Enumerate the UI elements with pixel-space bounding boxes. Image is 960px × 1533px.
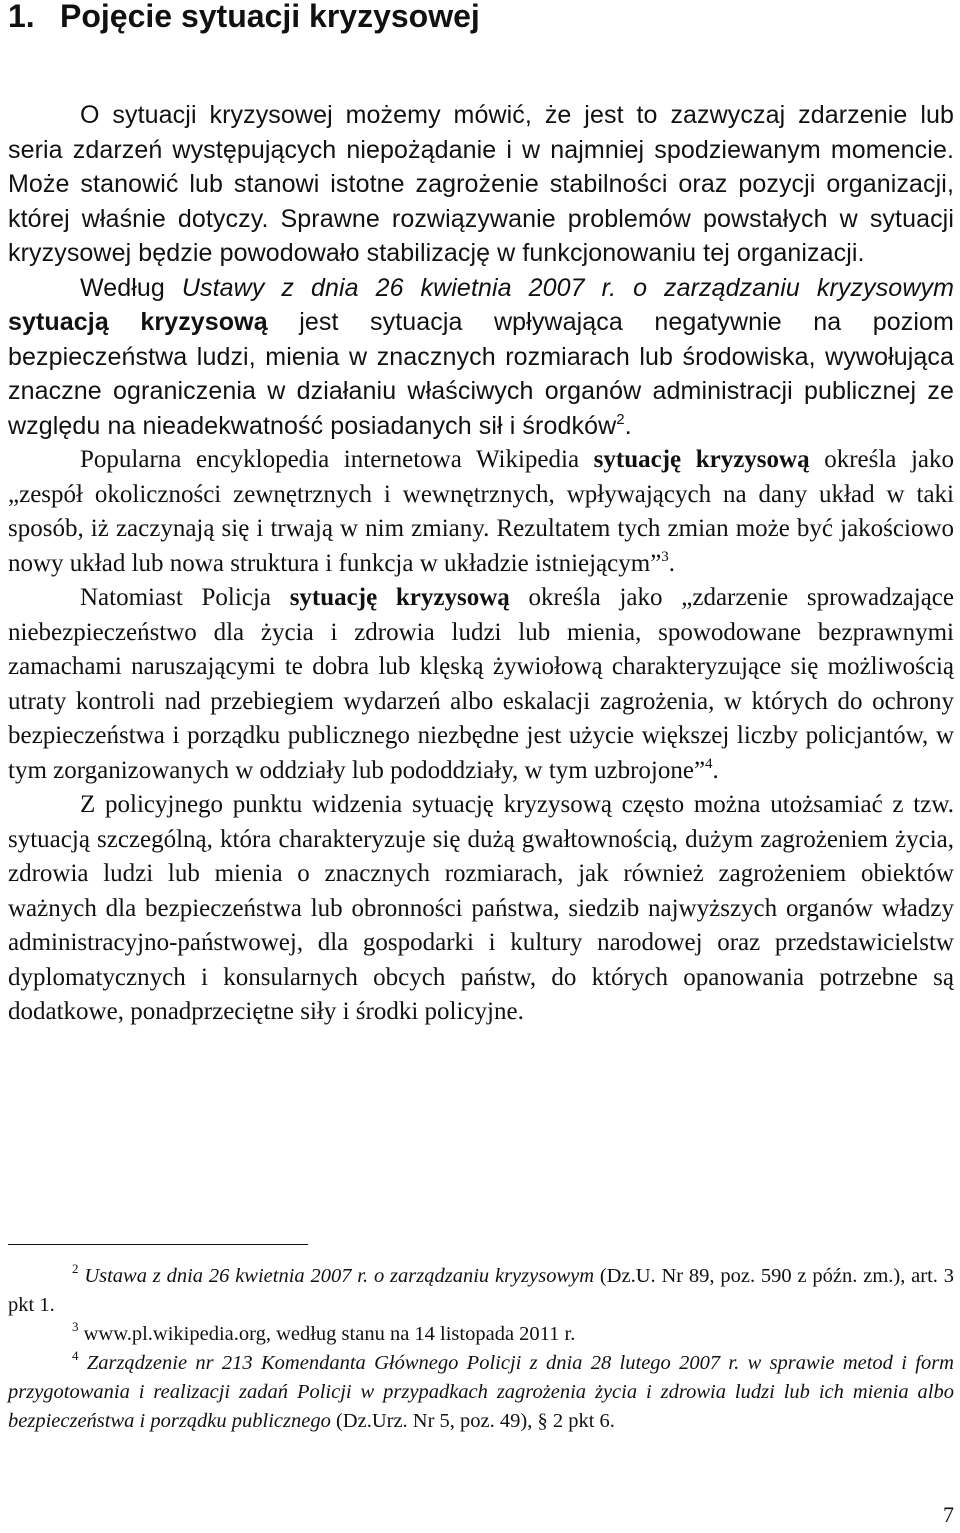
definition-text: jest sytuacja wpływająca negatywnie na poziom bezpieczeństwa ludzi, mienia w znacznych rozmiarach lub środowiska, wywołująca znaczne ograniczenia w działaniu właściwych organów administracji publicznej ze względu na nieadekwatność posiadanych sił i środków <box>8 308 954 440</box>
paragraph-statutory-definition <box>8 271 954 444</box>
footnote-3 <box>8 1320 954 1349</box>
sentence-end: . <box>712 756 719 784</box>
definition-text: określa jako „zespół okoliczności zewnętrznych i wewnętrznych, wpływających na dany układ w taki sposób, iż zaczynają się i trwają w nim zmiany. Rezultatem tych zmian może być jakościowo nowy układ lub nowa struktura i funkcja w układzie istniejącym” <box>8 446 955 577</box>
footnote-source: Zarządzenie nr 213 Komendanta Głównego Policji z dnia 28 lutego 2007 r. w sprawie metod i form przygotowania i realizacji zadań Policji w przypadkach zagrożenia życia i zdrowia ludzi lub ich mienia albo bezpieczeństwa i porządku publicznego <box>8 1352 954 1432</box>
section-title: Pojęcie sytuacji kryzysowej <box>60 0 480 34</box>
footnote-separator <box>8 1244 308 1245</box>
defined-term: sytuację kryzysową <box>593 446 810 473</box>
sentence-end: . <box>624 411 632 440</box>
defined-term: sytuację kryzysową <box>289 584 510 611</box>
section-heading <box>8 0 480 38</box>
paragraph-lead: Natomiast Policja <box>80 584 290 611</box>
law-title: Ustawy z dnia 26 kwietnia 2007 r. o zarządzaniu kryzysowym <box>181 273 954 302</box>
footnote-ref-2: 2 <box>616 410 625 428</box>
paragraph-police-perspective-text: Z policyjnego punktu widzenia sytuację kryzysową często można utożsamiać z tzw. sytuacją szczególną, która charakteryzuje się dużą gwałtownością, dużym zagrożeniem życia, zdrowia ludzi lub mienia o znacznych rozmiarach, jak również zagrożeniem obiektów ważnych dla bezpieczeństwa lub obronności państwa, siedzib najwyższych organów władzy administracyjno-państwowej, dla gospodarki i kultury narodowej oraz przedstawicielstw dyplomatycznych i konsularnych obcych państw, do których opanowania potrzebne są dodatkowe, ponadprzeciętne siły i środki policyjne. <box>8 791 954 1025</box>
paragraph-wikipedia-definition <box>8 443 954 581</box>
footnote-text: www.pl.wikipedia.org, według stanu na 14 listopada 2011 r. <box>83 1323 576 1345</box>
section-number: 1. <box>8 0 35 34</box>
footnote-number: 2 <box>72 1261 79 1276</box>
paragraph-police-perspective <box>8 788 954 1030</box>
footnote-source: Ustawa z dnia 26 kwietnia 2007 r. o zarządzaniu kryzysowym <box>84 1265 595 1287</box>
footnote-2 <box>8 1262 954 1320</box>
paragraph-lead: Według <box>80 273 182 302</box>
paragraph-intro <box>8 98 954 271</box>
paragraph-intro-text: O sytuacji kryzysowej możemy mówić, że jest to zazwyczaj zdarzenie lub seria zdarzeń występujących niepożądanie i w najmniej spodziewanym momencie. Może stanowić lub stanowi istotne zagrożenie stabilności oraz pozycji organizacji, której właśnie dotyczy. Sprawne rozwiązywanie problemów powstałych w sytuacji kryzysowej będzie powodowało stabilizację w funkcjonowaniu tej organizacji. <box>8 101 954 267</box>
defined-term: sytuacją kryzysową <box>8 308 268 336</box>
footnote-ref-3: 3 <box>661 548 669 565</box>
footnote-text: (Dz.U. Nr 89, poz. 590 z późn. zm.), art. 3 pkt 1. <box>8 1265 954 1316</box>
footnote-number: 3 <box>72 1319 79 1334</box>
definition-text: określa jako „zdarzenie sprowadzające niebezpieczeństwo dla życia i zdrowia ludzi lub mienia, spowodowane bezprawnymi zamachami naruszającymi te dobra lub klęską żywiołową charakteryzujące się możliwością utraty kontroli nad przebiegiem wydarzeń albo eskalacji zagrożenia, w których do ochrony bezpieczeństwa i porządku publicznego niezbędne jest użycie większej liczby policjantów, w tym zorganizowanych w oddziały lub pododdziały, w tym uzbrojone” <box>8 584 954 784</box>
footnote-text: (Dz.Urz. Nr 5, poz. 49), § 2 pkt 6. <box>330 1410 615 1432</box>
paragraph-lead: Popularna encyklopedia internetowa Wikipedia <box>80 446 594 473</box>
footnotes <box>8 1262 954 1436</box>
sentence-end: . <box>668 549 676 577</box>
page-number: 7 <box>943 1502 954 1527</box>
footnote-ref-4: 4 <box>705 755 713 772</box>
body-text <box>8 98 954 1030</box>
footnote-4 <box>8 1349 954 1436</box>
paragraph-police-definition <box>8 581 954 788</box>
footnote-number: 4 <box>72 1348 79 1363</box>
